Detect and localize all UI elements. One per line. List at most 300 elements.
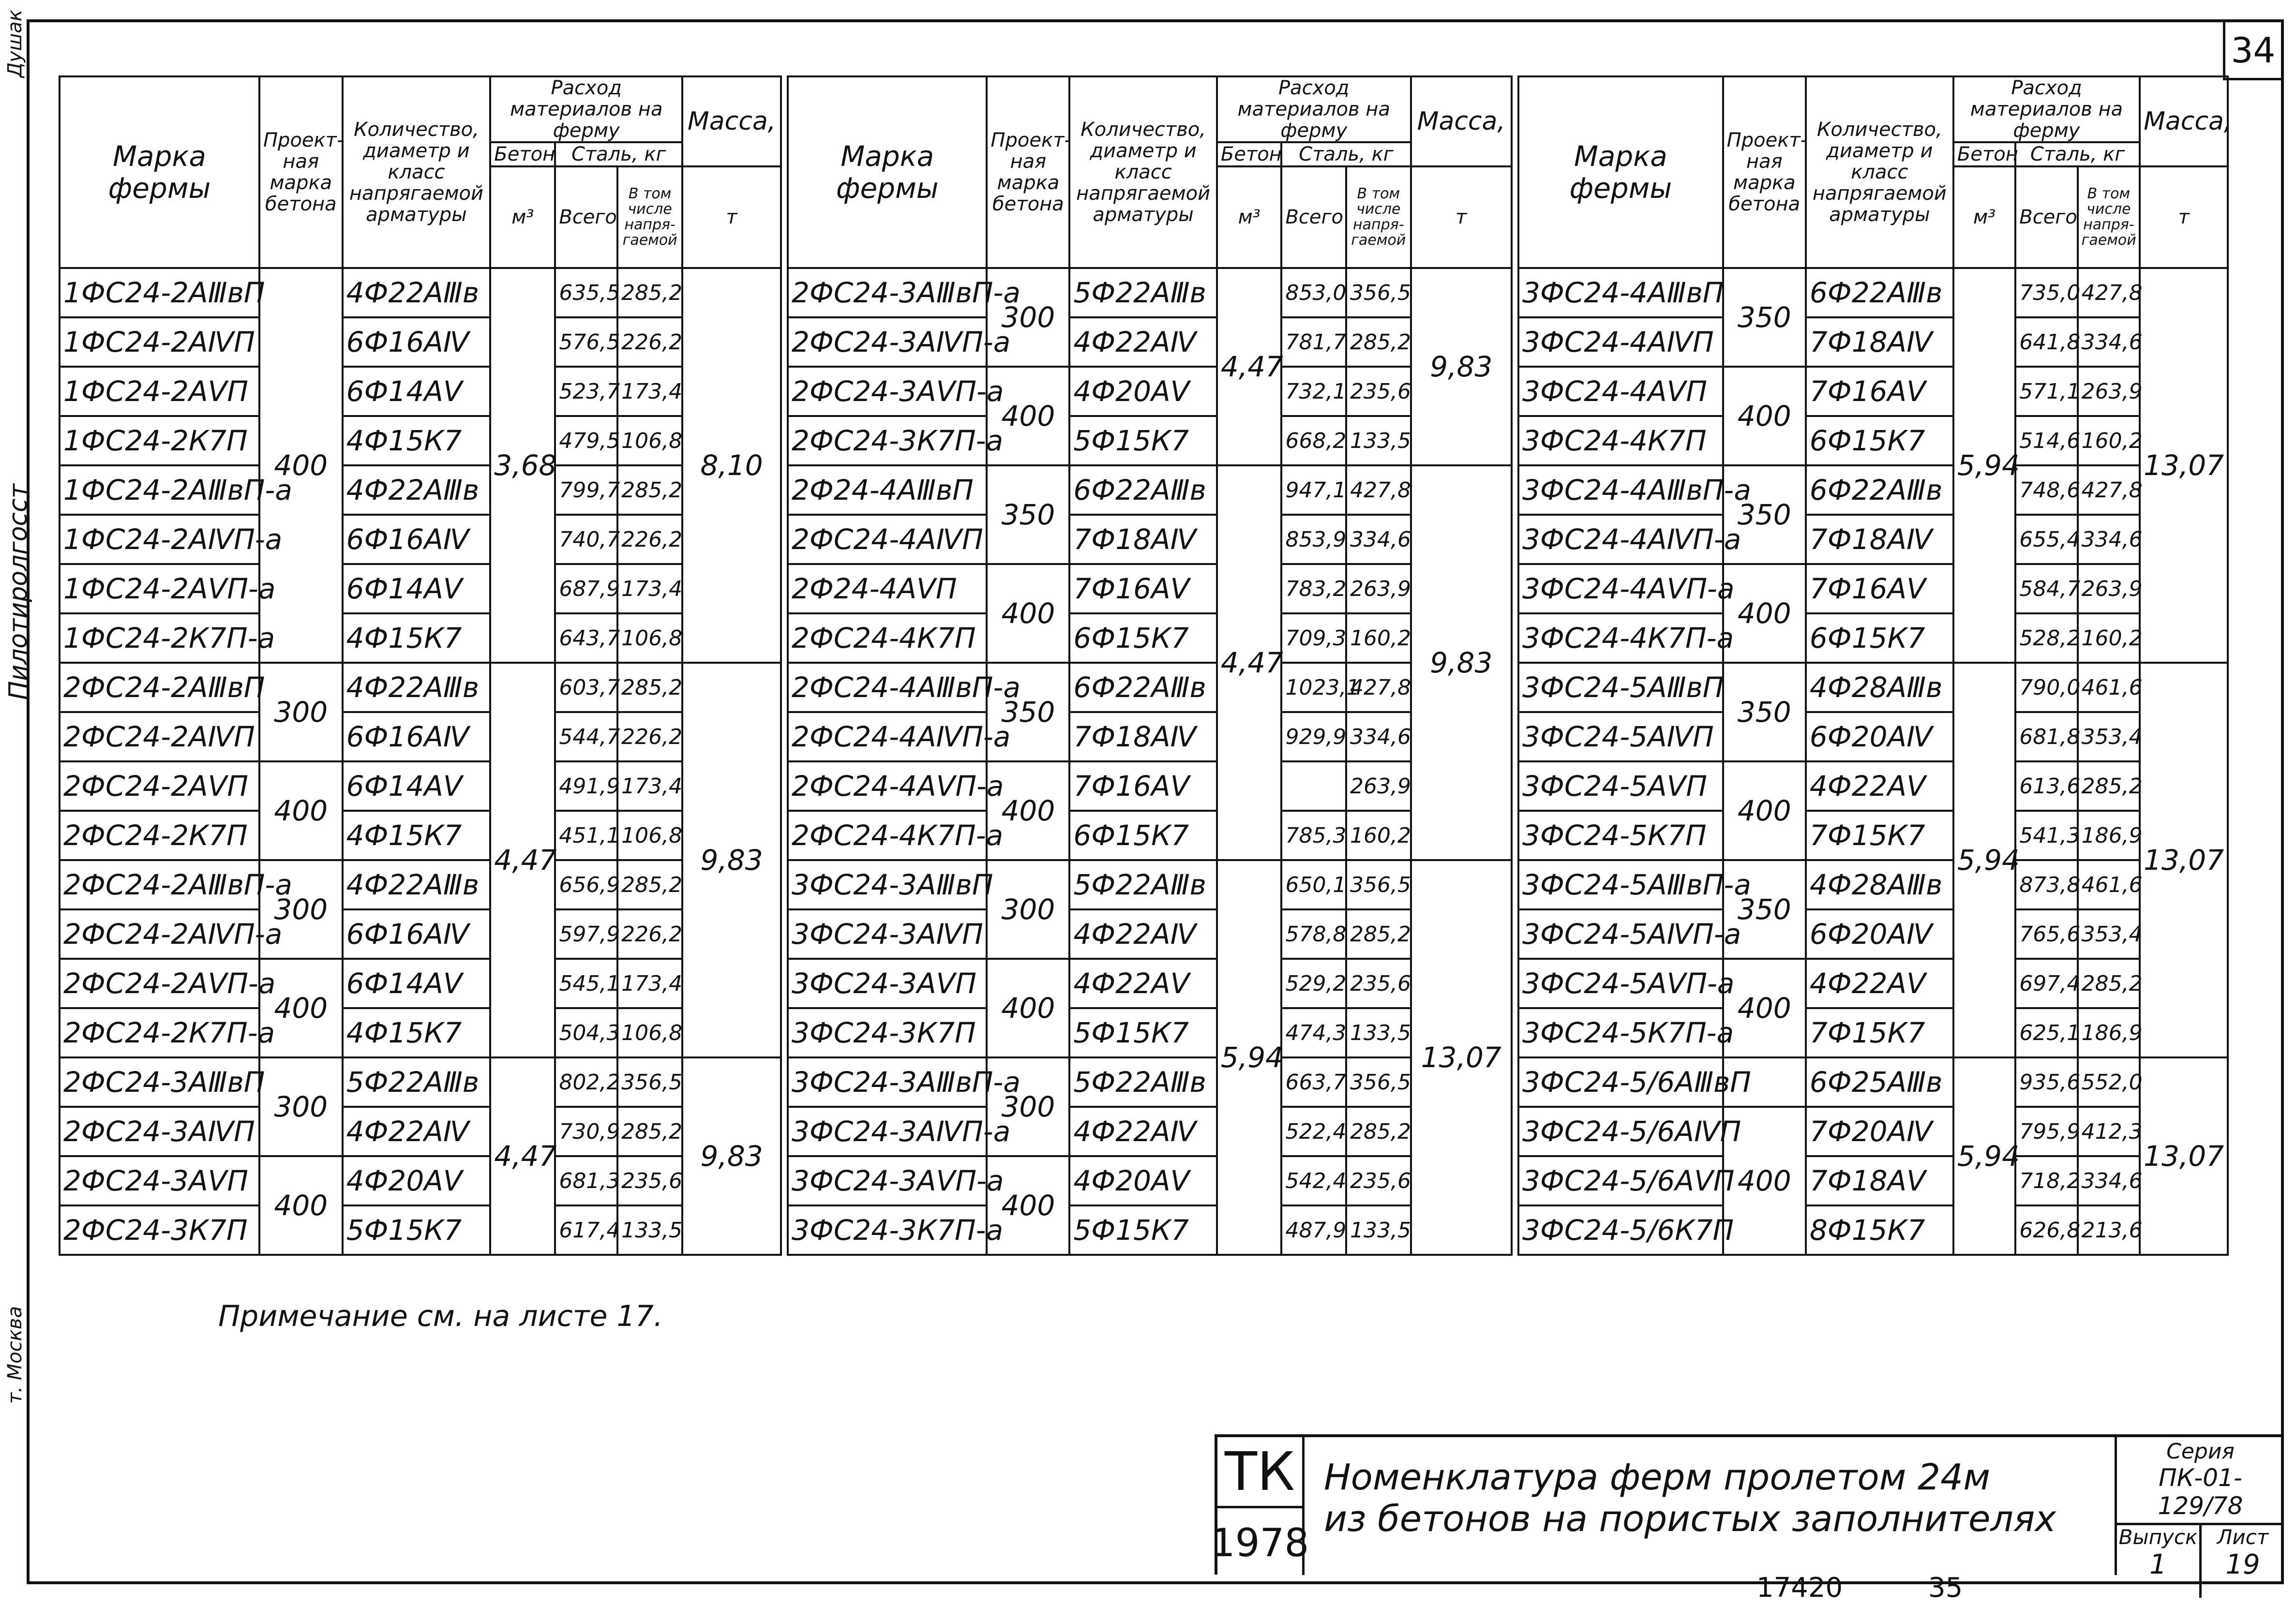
steel-prestressed-cell: 235,6 — [1346, 1156, 1411, 1205]
steel-total-cell: 781,7 — [1281, 317, 1346, 367]
steel-total-cell: 853,9 — [1281, 515, 1346, 564]
issue-value: 1 — [2149, 1549, 2167, 1580]
steel-prestressed-cell: 213,6 — [2078, 1205, 2140, 1255]
rebar-cell: 7Ф18АⅤ — [1806, 1156, 1953, 1205]
table-row — [60, 1156, 781, 1205]
truss-mark-cell: 1ФС24-2АⅤП-а — [60, 564, 259, 613]
header-steel: Сталь, кг — [1281, 142, 1411, 166]
steel-total-cell: 542,4 — [1281, 1156, 1346, 1205]
steel-prestressed-cell: 263,9 — [2078, 367, 2140, 416]
steel-total-cell: 783,2 — [1281, 564, 1346, 613]
steel-prestressed-cell: 334,6 — [2078, 515, 2140, 564]
truss-mark-cell: 2ФС24-2К7П-а — [60, 1008, 259, 1057]
steel-total-cell: 947,1 — [1281, 465, 1346, 515]
rebar-cell: 6Ф14АⅤ — [343, 564, 491, 613]
truss-mark-cell: 3ФС24-5/6АⅣП — [1518, 1107, 1723, 1156]
steel-prestressed-cell: 427,8 — [2078, 465, 2140, 515]
rebar-cell: 7Ф16АⅤ — [1069, 761, 1217, 811]
truss-mark-cell: 3ФС24-3АⅢвП-а — [788, 1057, 987, 1107]
steel-total-cell: 853,0 — [1281, 268, 1346, 317]
header-mass-unit: т — [682, 166, 781, 268]
header-concrete: Бетон — [1217, 142, 1282, 166]
header-concrete-unit: м³ — [490, 166, 555, 268]
concrete-grade-cell: 300 — [987, 268, 1069, 367]
rebar-cell: 4Ф22АⅤ — [1069, 959, 1217, 1008]
steel-prestressed-cell: 226,2 — [617, 909, 682, 959]
left-margin-strip — [0, 0, 33, 1621]
truss-mark-cell: 3ФС24-4АⅤП-а — [1518, 564, 1723, 613]
truss-mark-cell: 3ФС24-4АⅤП — [1518, 367, 1723, 416]
truss-mark-cell: 2ФС24-4АⅤП-а — [788, 761, 987, 811]
truss-mark-cell: 2ФС24-4К7П — [788, 613, 987, 663]
steel-prestressed-cell: 356,5 — [1346, 1057, 1411, 1107]
truss-mark-cell: 2Ф24-4АⅢвП — [788, 465, 987, 515]
rebar-cell: 7Ф18АⅣ — [1806, 317, 1953, 367]
table-row — [788, 860, 1512, 909]
truss-mark-cell: 3ФС24-3АⅣП-а — [788, 1107, 987, 1156]
truss-mark-cell: 2ФС24-3АⅤП — [60, 1156, 259, 1205]
truss-mark-cell: 2ФС24-2АⅣП-а — [60, 909, 259, 959]
steel-total-cell: 613,6 — [2015, 761, 2077, 811]
steel-total-cell: 603,7 — [555, 663, 617, 712]
series-value: ПК-01-129/78 — [2117, 1464, 2284, 1525]
steel-prestressed-cell: 285,2 — [1346, 317, 1411, 367]
steel-prestressed-cell: 285,2 — [617, 663, 682, 712]
header-concrete: Бетон — [1953, 142, 2015, 166]
footer-number-right: 35 — [1928, 1572, 1963, 1604]
rebar-cell: 8Ф15К7 — [1806, 1205, 1953, 1255]
steel-prestressed-cell: 285,2 — [617, 268, 682, 317]
concrete-volume-cell: 4,47 — [1217, 268, 1282, 465]
rebar-cell: 7Ф15К7 — [1806, 1008, 1953, 1057]
table-row — [1518, 1156, 2228, 1205]
steel-prestressed-cell: 263,9 — [1346, 564, 1411, 613]
steel-prestressed-cell: 263,9 — [1346, 761, 1411, 811]
mass-cell: 13,07 — [2140, 663, 2228, 1057]
steel-prestressed-cell: 186,9 — [2078, 1008, 2140, 1057]
steel-total-cell: 650,1 — [1281, 860, 1346, 909]
rebar-cell: 6Ф15К7 — [1806, 613, 1953, 663]
rebar-cell: 4Ф22АⅣ — [343, 1107, 491, 1156]
steel-total-cell: 625,1 — [2015, 1008, 2077, 1057]
rebar-cell: 6Ф14АⅤ — [343, 959, 491, 1008]
concrete-grade-cell: 400 — [987, 1156, 1069, 1255]
rebar-cell: 6Ф16АⅣ — [343, 515, 491, 564]
steel-total-cell: 935,6 — [2015, 1057, 2077, 1107]
issue-label: Выпуск — [2118, 1525, 2198, 1549]
table-row — [1518, 268, 2228, 317]
table-row — [60, 1107, 781, 1156]
truss-mark-cell: 3ФС24-5АⅢвП-а — [1518, 860, 1723, 909]
steel-prestressed-cell: 235,6 — [1346, 959, 1411, 1008]
truss-mark-cell: 3ФС24-4К7П — [1518, 416, 1723, 465]
steel-total-cell: 514,6 — [2015, 416, 2077, 465]
rebar-cell: 5Ф22АⅢв — [1069, 268, 1217, 317]
header-steel-total: Всего — [1281, 166, 1346, 268]
steel-total-cell: 697,4 — [2015, 959, 2077, 1008]
concrete-grade-cell: 400 — [259, 268, 343, 663]
concrete-grade-cell: 400 — [987, 761, 1069, 860]
truss-mark-cell: 2ФС24-3К7П-а — [788, 416, 987, 465]
table-row — [60, 909, 781, 959]
concrete-grade-cell: 400 — [1723, 367, 1806, 465]
steel-total-cell: 641,8 — [2015, 317, 2077, 367]
steel-prestressed-cell: 334,6 — [1346, 515, 1411, 564]
concrete-grade-cell: 400 — [259, 761, 343, 860]
steel-total-cell: 795,9 — [2015, 1107, 2077, 1156]
steel-total-cell: 718,2 — [2015, 1156, 2077, 1205]
steel-prestressed-cell: 334,6 — [2078, 317, 2140, 367]
truss-mark-cell: 2ФС24-3АⅢвП — [60, 1057, 259, 1107]
steel-total-cell: 487,9 — [1281, 1205, 1346, 1255]
truss-mark-cell: 1ФС24-2К7П-а — [60, 613, 259, 663]
truss-mark-cell: 3ФС24-5АⅤП-а — [1518, 959, 1723, 1008]
sidebar-top-text: Душак — [4, 10, 26, 78]
steel-total-cell: 765,6 — [2015, 909, 2077, 959]
truss-mark-cell: 3ФС24-4АⅢвП-а — [1518, 465, 1723, 515]
table-row — [788, 465, 1512, 515]
truss-mark-cell: 2ФС24-2АⅤП — [60, 761, 259, 811]
rebar-cell: 4Ф22АⅢв — [343, 860, 491, 909]
steel-total-cell: 545,1 — [555, 959, 617, 1008]
rebar-cell: 6Ф16АⅣ — [343, 317, 491, 367]
mass-cell: 9,83 — [1411, 268, 1512, 465]
rebar-cell: 4Ф22АⅤ — [1806, 959, 1953, 1008]
steel-prestressed-cell: 285,2 — [2078, 761, 2140, 811]
tk-logo — [1210, 1437, 1309, 1575]
rebar-cell: 4Ф28АⅢв — [1806, 860, 1953, 909]
rebar-cell: 7Ф16АⅤ — [1806, 367, 1953, 416]
rebar-cell: 4Ф15К7 — [343, 1008, 491, 1057]
header-concrete-grade: Проект-ная марка бетона — [259, 76, 343, 268]
title-block — [1210, 1434, 2284, 1580]
truss-mark-cell: 1ФС24-2АⅣП-а — [60, 515, 259, 564]
rebar-cell: 7Ф18АⅣ — [1069, 712, 1217, 761]
table-row — [60, 613, 781, 663]
rebar-cell: 4Ф22АⅣ — [1069, 1107, 1217, 1156]
steel-prestressed-cell: 173,4 — [617, 959, 682, 1008]
concrete-grade-cell: 400 — [987, 959, 1069, 1057]
steel-total-cell: 626,8 — [2015, 1205, 2077, 1255]
steel-prestressed-cell: 173,4 — [617, 761, 682, 811]
steel-total-cell: 735,0 — [2015, 268, 2077, 317]
steel-prestressed-cell: 285,2 — [617, 465, 682, 515]
steel-total-cell: 785,3 — [1281, 811, 1346, 860]
truss-mark-cell: 3ФС24-3К7П-а — [788, 1205, 987, 1255]
table-row — [60, 317, 781, 367]
truss-mark-cell: 3ФС24-5К7П-а — [1518, 1008, 1723, 1057]
table-row — [788, 1107, 1512, 1156]
concrete-grade-cell: 400 — [987, 367, 1069, 465]
steel-prestressed-cell: 285,2 — [2078, 959, 2140, 1008]
steel-total-cell: 663,7 — [1281, 1057, 1346, 1107]
steel-total-cell: 656,9 — [555, 860, 617, 909]
sheet-value: 19 — [2225, 1549, 2260, 1580]
table-row — [1518, 959, 2228, 1008]
title-line-2: из бетонов на пористых заполнителях — [1324, 1498, 2056, 1540]
table-row — [788, 1008, 1512, 1057]
rebar-cell: 7Ф16АⅤ — [1806, 564, 1953, 613]
rebar-cell: 7Ф16АⅤ — [1069, 564, 1217, 613]
table-row — [788, 416, 1512, 465]
drawing-title — [1324, 1457, 2117, 1540]
header-consumption: Расход материалов на ферму — [1953, 76, 2140, 142]
steel-total-cell: 929,9 — [1281, 712, 1346, 761]
concrete-volume-cell: 5,94 — [1953, 1057, 2015, 1255]
table-row — [1518, 811, 2228, 860]
mass-cell: 9,83 — [682, 1057, 781, 1255]
steel-prestressed-cell: 263,9 — [2078, 564, 2140, 613]
steel-total-cell: 584,7 — [2015, 564, 2077, 613]
rebar-cell: 5Ф22АⅢв — [1069, 1057, 1217, 1107]
steel-total-cell — [1281, 761, 1346, 811]
table-row — [788, 811, 1512, 860]
mass-cell: 9,83 — [682, 663, 781, 1057]
rebar-cell: 6Ф22АⅢв — [1806, 465, 1953, 515]
header-mass: Масса, — [1411, 76, 1512, 166]
concrete-grade-cell: 400 — [1723, 761, 1806, 860]
table-row — [60, 1057, 781, 1107]
table-row — [1518, 1107, 2228, 1156]
table-row — [1518, 317, 2228, 367]
truss-mark-cell: 2ФС24-3АⅢвП-а — [788, 268, 987, 317]
rebar-cell: 4Ф28АⅢв — [1806, 663, 1953, 712]
truss-mark-cell: 2ФС24-4АⅢвП-а — [788, 663, 987, 712]
steel-total-cell: 681,8 — [2015, 712, 2077, 761]
concrete-grade-cell: 400 — [1723, 1107, 1806, 1255]
header-steel-prestressed: В том числе напря-гаемой — [1346, 166, 1411, 268]
concrete-volume-cell: 5,94 — [1953, 663, 2015, 1057]
truss-mark-cell: 3ФС24-4АⅣП-а — [1518, 515, 1723, 564]
truss-mark-cell: 2ФС24-2АⅢвП — [60, 663, 259, 712]
steel-total-cell: 655,4 — [2015, 515, 2077, 564]
table-row — [788, 959, 1512, 1008]
rebar-cell: 6Ф16АⅣ — [343, 712, 491, 761]
header-mass: Масса, — [682, 76, 781, 166]
table-row — [1518, 564, 2228, 613]
header-mass: Масса, — [2140, 76, 2228, 166]
truss-mark-cell: 3ФС24-5АⅤП — [1518, 761, 1723, 811]
table-row — [788, 761, 1512, 811]
steel-prestressed-cell: 285,2 — [1346, 1107, 1411, 1156]
truss-mark-cell: 2ФС24-4АⅣП-а — [788, 712, 987, 761]
rebar-cell: 5Ф15К7 — [1069, 1008, 1217, 1057]
steel-prestressed-cell: 133,5 — [1346, 416, 1411, 465]
rebar-cell: 6Ф20АⅣ — [1806, 909, 1953, 959]
rebar-cell: 7Ф18АⅣ — [1806, 515, 1953, 564]
steel-total-cell: 873,8 — [2015, 860, 2077, 909]
steel-total-cell: 790,0 — [2015, 663, 2077, 712]
truss-mark-cell: 2ФС24-2АⅢвП-а — [60, 860, 259, 909]
drawing-sheet — [27, 19, 2284, 1584]
steel-prestressed-cell: 427,8 — [1346, 663, 1411, 712]
header-steel-prestressed: В том числе напря-гаемой — [617, 166, 682, 268]
concrete-grade-cell: 350 — [1723, 268, 1806, 367]
steel-total-cell: 544,7 — [555, 712, 617, 761]
concrete-grade-cell: 300 — [987, 860, 1069, 959]
note-text: Примечание см. на листе 17. — [218, 1299, 663, 1333]
steel-total-cell: 635,5 — [555, 268, 617, 317]
rebar-cell: 6Ф22АⅢв — [1069, 663, 1217, 712]
steel-total-cell: 732,1 — [1281, 367, 1346, 416]
rebar-cell: 5Ф15К7 — [1069, 1205, 1217, 1255]
table-row — [60, 515, 781, 564]
header-mark: Марка фермы — [60, 76, 259, 268]
steel-prestressed-cell: 552,0 — [2078, 1057, 2140, 1107]
steel-total-cell: 529,2 — [1281, 959, 1346, 1008]
header-rebar: Количество, диаметр и класс напрягаемой арматуры — [343, 76, 491, 268]
header-mass-unit: т — [1411, 166, 1512, 268]
steel-total-cell: 523,7 — [555, 367, 617, 416]
mass-cell: 8,10 — [682, 268, 781, 663]
tk-year: 1978 — [1210, 1520, 1309, 1565]
steel-prestressed-cell: 334,6 — [2078, 1156, 2140, 1205]
truss-mark-cell: 3ФС24-5/6К7П — [1518, 1205, 1723, 1255]
table-row — [60, 761, 781, 811]
table-row — [1518, 416, 2228, 465]
nomenclature-table-2 — [787, 75, 1513, 1256]
steel-prestressed-cell: 412,3 — [2078, 1107, 2140, 1156]
truss-mark-cell: 1ФС24-2АⅢвП — [60, 268, 259, 317]
table-row — [788, 1205, 1512, 1255]
table-row — [60, 564, 781, 613]
header-consumption: Расход материалов на ферму — [1217, 76, 1411, 142]
steel-prestressed-cell: 160,2 — [2078, 613, 2140, 663]
rebar-cell: 6Ф22АⅢв — [1069, 465, 1217, 515]
steel-prestressed-cell: 353,4 — [2078, 712, 2140, 761]
rebar-cell: 4Ф15К7 — [343, 416, 491, 465]
table-row — [60, 465, 781, 515]
truss-mark-cell: 3ФС24-4АⅢвП — [1518, 268, 1723, 317]
header-steel: Сталь, кг — [2015, 142, 2140, 166]
page-number: 34 — [2223, 22, 2281, 80]
steel-total-cell: 541,3 — [2015, 811, 2077, 860]
concrete-grade-cell: 300 — [259, 663, 343, 761]
steel-prestressed-cell: 160,2 — [2078, 416, 2140, 465]
rebar-cell: 7Ф18АⅣ — [1069, 515, 1217, 564]
steel-total-cell: 504,3 — [555, 1008, 617, 1057]
sheet-cell — [2202, 1525, 2284, 1598]
header-rebar: Количество, диаметр и класс напрягаемой арматуры — [1069, 76, 1217, 268]
steel-total-cell: 597,9 — [555, 909, 617, 959]
table-row — [788, 613, 1512, 663]
rebar-cell: 4Ф15К7 — [343, 811, 491, 860]
truss-mark-cell: 1ФС24-2АⅣП — [60, 317, 259, 367]
table-row — [60, 268, 781, 317]
steel-total-cell: 709,3 — [1281, 613, 1346, 663]
truss-mark-cell: 2ФС24-3АⅣП — [60, 1107, 259, 1156]
header-mark: Марка фермы — [788, 76, 987, 268]
table-row — [60, 416, 781, 465]
truss-mark-cell: 1ФС24-2АⅤП — [60, 367, 259, 416]
table-row — [788, 909, 1512, 959]
concrete-grade-cell: 350 — [1723, 860, 1806, 959]
table-row — [1518, 761, 2228, 811]
steel-total-cell: 740,7 — [555, 515, 617, 564]
steel-prestressed-cell: 356,5 — [1346, 268, 1411, 317]
steel-prestressed-cell: 226,2 — [617, 317, 682, 367]
truss-mark-cell: 2Ф24-4АⅤП — [788, 564, 987, 613]
steel-prestressed-cell: 235,6 — [617, 1156, 682, 1205]
concrete-volume-cell: 4,47 — [490, 663, 555, 1057]
steel-total-cell: 668,2 — [1281, 416, 1346, 465]
table-row — [60, 860, 781, 909]
steel-prestressed-cell: 133,5 — [1346, 1008, 1411, 1057]
concrete-volume-cell: 4,47 — [490, 1057, 555, 1255]
rebar-cell: 5Ф15К7 — [1069, 416, 1217, 465]
steel-prestressed-cell: 173,4 — [617, 367, 682, 416]
truss-mark-cell: 3ФС24-4К7П-а — [1518, 613, 1723, 663]
concrete-grade-cell: 400 — [259, 1156, 343, 1255]
header-rebar: Количество, диаметр и класс напрягаемой арматуры — [1806, 76, 1953, 268]
rebar-cell: 6Ф22АⅢв — [1806, 268, 1953, 317]
rebar-cell: 4Ф15К7 — [343, 613, 491, 663]
steel-prestressed-cell: 173,4 — [617, 564, 682, 613]
footer-number-left: 17420 — [1756, 1572, 1843, 1604]
header-concrete: Бетон — [490, 142, 555, 166]
steel-prestressed-cell: 106,8 — [617, 811, 682, 860]
rebar-cell: 6Ф15К7 — [1806, 416, 1953, 465]
steel-total-cell: 802,2 — [555, 1057, 617, 1107]
truss-mark-cell: 1ФС24-2АⅢвП-а — [60, 465, 259, 515]
steel-prestressed-cell: 160,2 — [1346, 613, 1411, 663]
table-row — [1518, 860, 2228, 909]
rebar-cell: 7Ф20АⅣ — [1806, 1107, 1953, 1156]
rebar-cell: 4Ф20АⅤ — [1069, 1156, 1217, 1205]
table-row — [788, 1057, 1512, 1107]
header-mark: Марка фермы — [1518, 76, 1723, 268]
rebar-cell: 5Ф22АⅢв — [1069, 860, 1217, 909]
rebar-cell: 5Ф22АⅢв — [343, 1057, 491, 1107]
table-row — [1518, 613, 2228, 663]
concrete-grade-cell: 300 — [987, 1057, 1069, 1156]
truss-mark-cell: 3ФС24-5К7П — [1518, 811, 1723, 860]
concrete-grade-cell: 350 — [1723, 465, 1806, 564]
steel-total-cell: 643,7 — [555, 613, 617, 663]
steel-prestressed-cell: 427,8 — [2078, 268, 2140, 317]
mass-cell: 13,07 — [2140, 268, 2228, 663]
steel-prestressed-cell: 461,6 — [2078, 663, 2140, 712]
steel-prestressed-cell: 461,6 — [2078, 860, 2140, 909]
truss-mark-cell: 3ФС24-3АⅤП — [788, 959, 987, 1008]
sheet-label: Лист — [2217, 1525, 2269, 1549]
truss-mark-cell: 3ФС24-4АⅣП — [1518, 317, 1723, 367]
steel-prestressed-cell: 226,2 — [617, 515, 682, 564]
steel-total-cell: 681,3 — [555, 1156, 617, 1205]
steel-prestressed-cell: 427,8 — [1346, 465, 1411, 515]
table-row — [60, 811, 781, 860]
rebar-cell: 4Ф22АⅢв — [343, 663, 491, 712]
table-row — [1518, 1008, 2228, 1057]
series-box — [2115, 1437, 2284, 1580]
issue-cell — [2117, 1525, 2202, 1598]
steel-total-cell: 522,4 — [1281, 1107, 1346, 1156]
steel-total-cell: 730,9 — [555, 1107, 617, 1156]
rebar-cell: 4Ф22АⅢв — [343, 268, 491, 317]
rebar-cell: 5Ф15К7 — [343, 1205, 491, 1255]
table-row — [1518, 465, 2228, 515]
sidebar-middle-text: Пилотиролгосст — [4, 484, 33, 700]
steel-total-cell: 528,2 — [2015, 613, 2077, 663]
rebar-cell: 6Ф14АⅤ — [343, 761, 491, 811]
steel-total-cell: 1023,1 — [1281, 663, 1346, 712]
rebar-cell: 6Ф25АⅢв — [1806, 1057, 1953, 1107]
truss-mark-cell: 2ФС24-4АⅣП — [788, 515, 987, 564]
steel-total-cell: 748,6 — [2015, 465, 2077, 515]
table-row — [60, 663, 781, 712]
steel-total-cell: 799,7 — [555, 465, 617, 515]
steel-prestressed-cell: 356,5 — [1346, 860, 1411, 909]
